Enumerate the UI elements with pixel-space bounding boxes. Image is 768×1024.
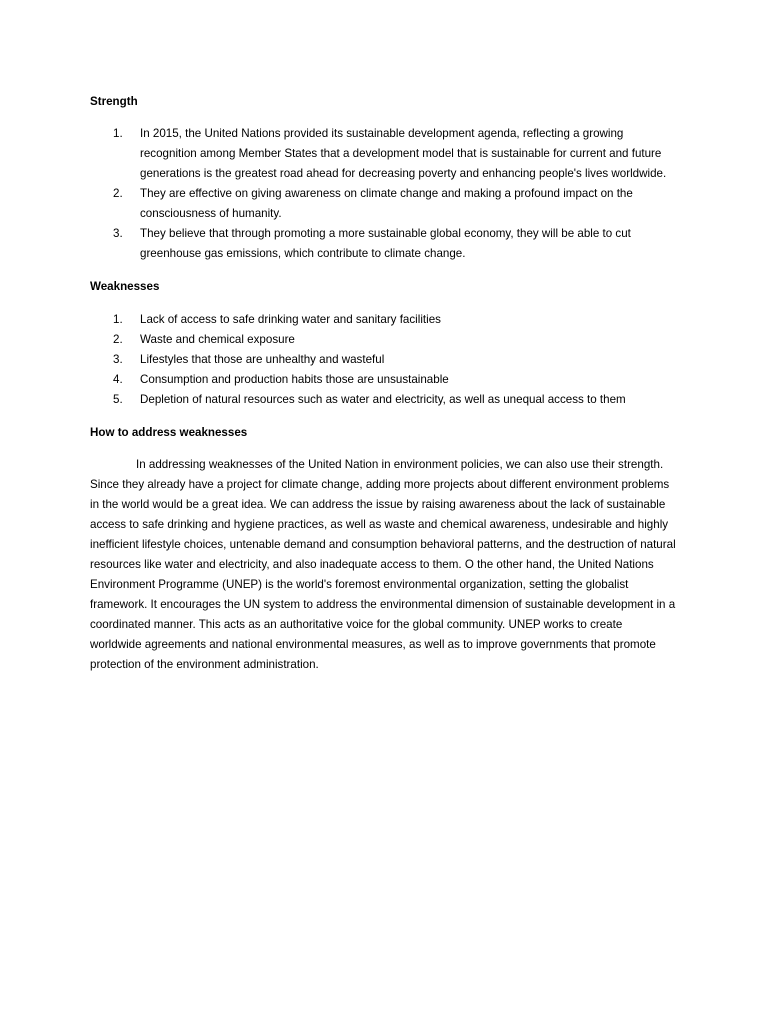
- list-item: [90, 350, 676, 370]
- list-item-number: 2.: [113, 187, 123, 200]
- weaknesses-list: [90, 310, 676, 410]
- list-item: [90, 330, 676, 350]
- list-item-number: 4.: [113, 373, 123, 386]
- list-item-text: Lack of access to safe drinking water and sanitary facilities: [140, 313, 441, 326]
- list-item-number: 3.: [113, 227, 123, 240]
- list-item: [90, 390, 676, 410]
- strength-heading: Strength: [90, 95, 138, 108]
- list-item-text: They are effective on giving awareness on climate change and making a profound impact on the consciousness of humanity.: [140, 187, 633, 220]
- strength-list: [90, 124, 676, 264]
- list-item: [90, 310, 676, 330]
- list-item-text: Waste and chemical exposure: [140, 333, 295, 346]
- list-item: [90, 370, 676, 390]
- list-item: [90, 124, 676, 184]
- document-body: [90, 92, 676, 675]
- list-item-number: 1.: [113, 313, 123, 326]
- list-item-number: 1.: [113, 127, 123, 140]
- list-item-number: 2.: [113, 333, 123, 346]
- list-item-text: They believe that through promoting a more sustainable global economy, they will be able to cut greenhouse gas emissions, which contribute to climate change.: [140, 227, 631, 260]
- list-item-text: In 2015, the United Nations provided its sustainable development agenda, reflecting a growing recognition among Member States that a development model that is sustainable for current and future generations is the greatest road ahead for decreasing poverty and enhancing people's lives worldwide.: [140, 127, 667, 180]
- weaknesses-heading: Weaknesses: [90, 280, 160, 293]
- list-item: [90, 224, 676, 264]
- list-item-text: Consumption and production habits those are unsustainable: [140, 373, 449, 386]
- address-weaknesses-heading: How to address weaknesses: [90, 426, 248, 439]
- list-item: [90, 184, 676, 224]
- list-item-number: 3.: [113, 353, 123, 366]
- list-item-number: 5.: [113, 393, 123, 406]
- address-weaknesses-paragraph: In addressing weaknesses of the United Nation in environment policies, we can also use their strength. Since they already have a project for climate change, adding more projects about different environment problems in the world would be a great idea. We can address the issue by raising awareness about the lack of sustainable access to safe drinking and hygiene practices, as well as waste and chemical awareness, undesirable and highly inefficient lifestyle choices, untenable demand and consumption behavioral patterns, and the destruction of natural resources like water and electricity, and also inadequate access to them. O the other hand, the United Nations Environment Programme (UNEP) is the world's foremost environmental organization, setting the globalist framework. It encourages the UN system to address the environmental dimension of sustainable development in a coordinated manner. This acts as an authoritative voice for the global community. UNEP works to create worldwide agreements and national environmental measures, as well as to improve governments that promote protection of the environment administration.: [90, 458, 676, 671]
- list-item-text: Depletion of natural resources such as water and electricity, as well as unequal access to them: [140, 393, 626, 406]
- list-item-text: Lifestyles that those are unhealthy and wasteful: [140, 353, 385, 366]
